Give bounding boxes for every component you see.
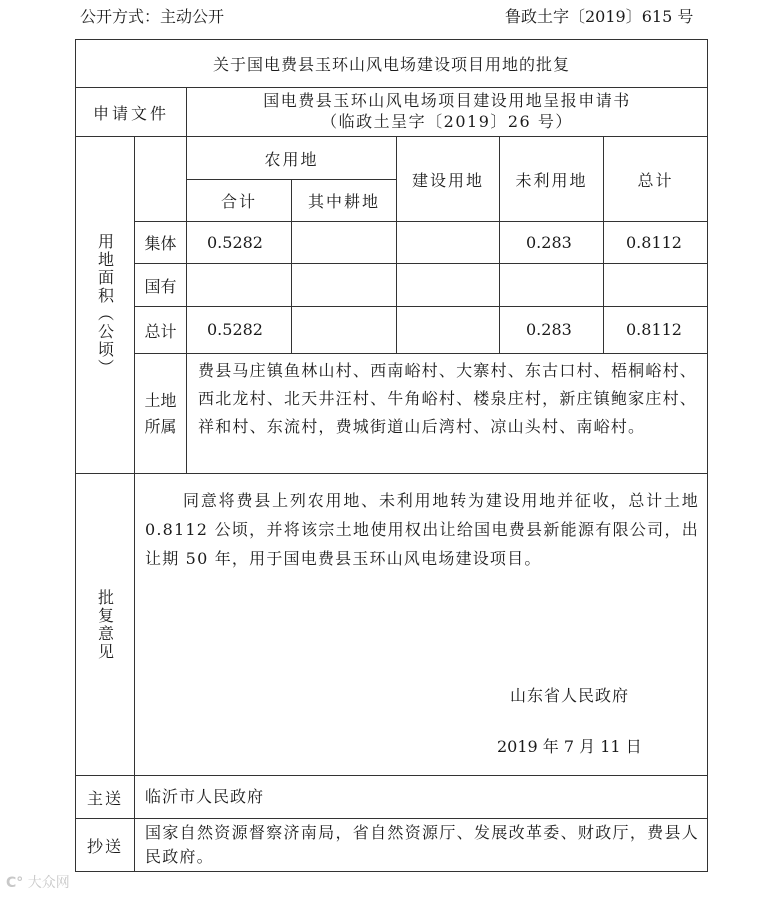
application-label: 申请文件 (92, 103, 169, 123)
row-total-construction (397, 307, 499, 353)
row-state-construction (397, 264, 499, 306)
land-location-text: 费县马庄镇鱼林山村、西南峪村、大寨村、东古口村、梧桐峪村、西北龙村、北天井汪村、牛角峪村、楼泉庄村，新庄镇鲍家庄村、祥和村、东流村，费城街道山后湾村、凉山头村、南峪村。 (198, 361, 697, 436)
header-total: 总计 (637, 170, 674, 190)
row-collective-construction (397, 222, 499, 263)
header-agricultural: 农用地 (264, 149, 319, 169)
approval-label: 批复意见 (95, 588, 115, 661)
row-state-arable (292, 264, 396, 306)
row-state-unused (500, 264, 603, 306)
row-total-unused: 0.283 (526, 320, 572, 339)
approval-date: 2019 年 7 月 11 日 (497, 737, 642, 756)
row-total-total: 0.8112 (626, 320, 682, 339)
approval-issuer: 山东省人民政府 (510, 686, 630, 705)
approval-label-cell (76, 474, 134, 775)
row-total-name: 总计 (144, 321, 177, 341)
row-state-total (604, 264, 707, 306)
land-location-label: 土地所属 (144, 390, 177, 436)
row-collective-unused: 0.283 (526, 233, 572, 252)
land-area-label-cell (76, 137, 134, 473)
send-to-label: 主送 (86, 788, 123, 808)
application-document (187, 88, 707, 136)
watermark-logo-icon: C° (6, 875, 24, 891)
copy-to-value: 国家自然资源督察济南局，省自然资源厅、发展改革委、财政厅，费县人民政府。 (145, 823, 699, 866)
watermark (6, 872, 70, 892)
row-collective-total: 0.8112 (626, 233, 682, 252)
watermark-text: 大众网 (27, 875, 70, 891)
disclosure-method: 公开方式：主动公开 (80, 7, 225, 26)
approval-text: 同意将费县上列农用地、未利用地转为建设用地并征收，总计土地 0.8112 公顷，并将该宗土地使用权出让给国电费县新能源有限公司，出让期 50 年，用于国电费县玉环山风电场建设项目。 (145, 491, 699, 568)
header-arable: 其中耕地 (307, 192, 380, 211)
row-state-subtotal (187, 264, 291, 306)
row-collective-arable (292, 222, 396, 263)
application-line1: 国电费县玉环山风电场项目建设用地呈报申请书 (263, 91, 631, 110)
document-number: 鲁政土字〔2019〕615 号 (505, 7, 694, 26)
row-total-arable (292, 307, 396, 353)
row-total-subtotal: 0.5282 (207, 320, 263, 339)
header-construction: 建设用地 (411, 170, 484, 190)
row-state-name: 国有 (144, 276, 177, 296)
application-line2: （临政土呈字〔2019〕26 号） (321, 112, 573, 131)
row-collective-name: 集体 (144, 234, 177, 253)
send-to-value: 临沂市人民政府 (145, 787, 265, 806)
row-collective-subtotal: 0.5282 (207, 233, 263, 252)
header-unused: 未利用地 (515, 170, 588, 190)
land-area-label: 用地面积（公顷） (95, 233, 115, 377)
copy-to-label: 抄送 (86, 836, 123, 856)
document-title: 关于国电费县玉环山风电场建设项目用地的批复 (212, 55, 570, 74)
header-subtotal: 合计 (220, 192, 257, 211)
